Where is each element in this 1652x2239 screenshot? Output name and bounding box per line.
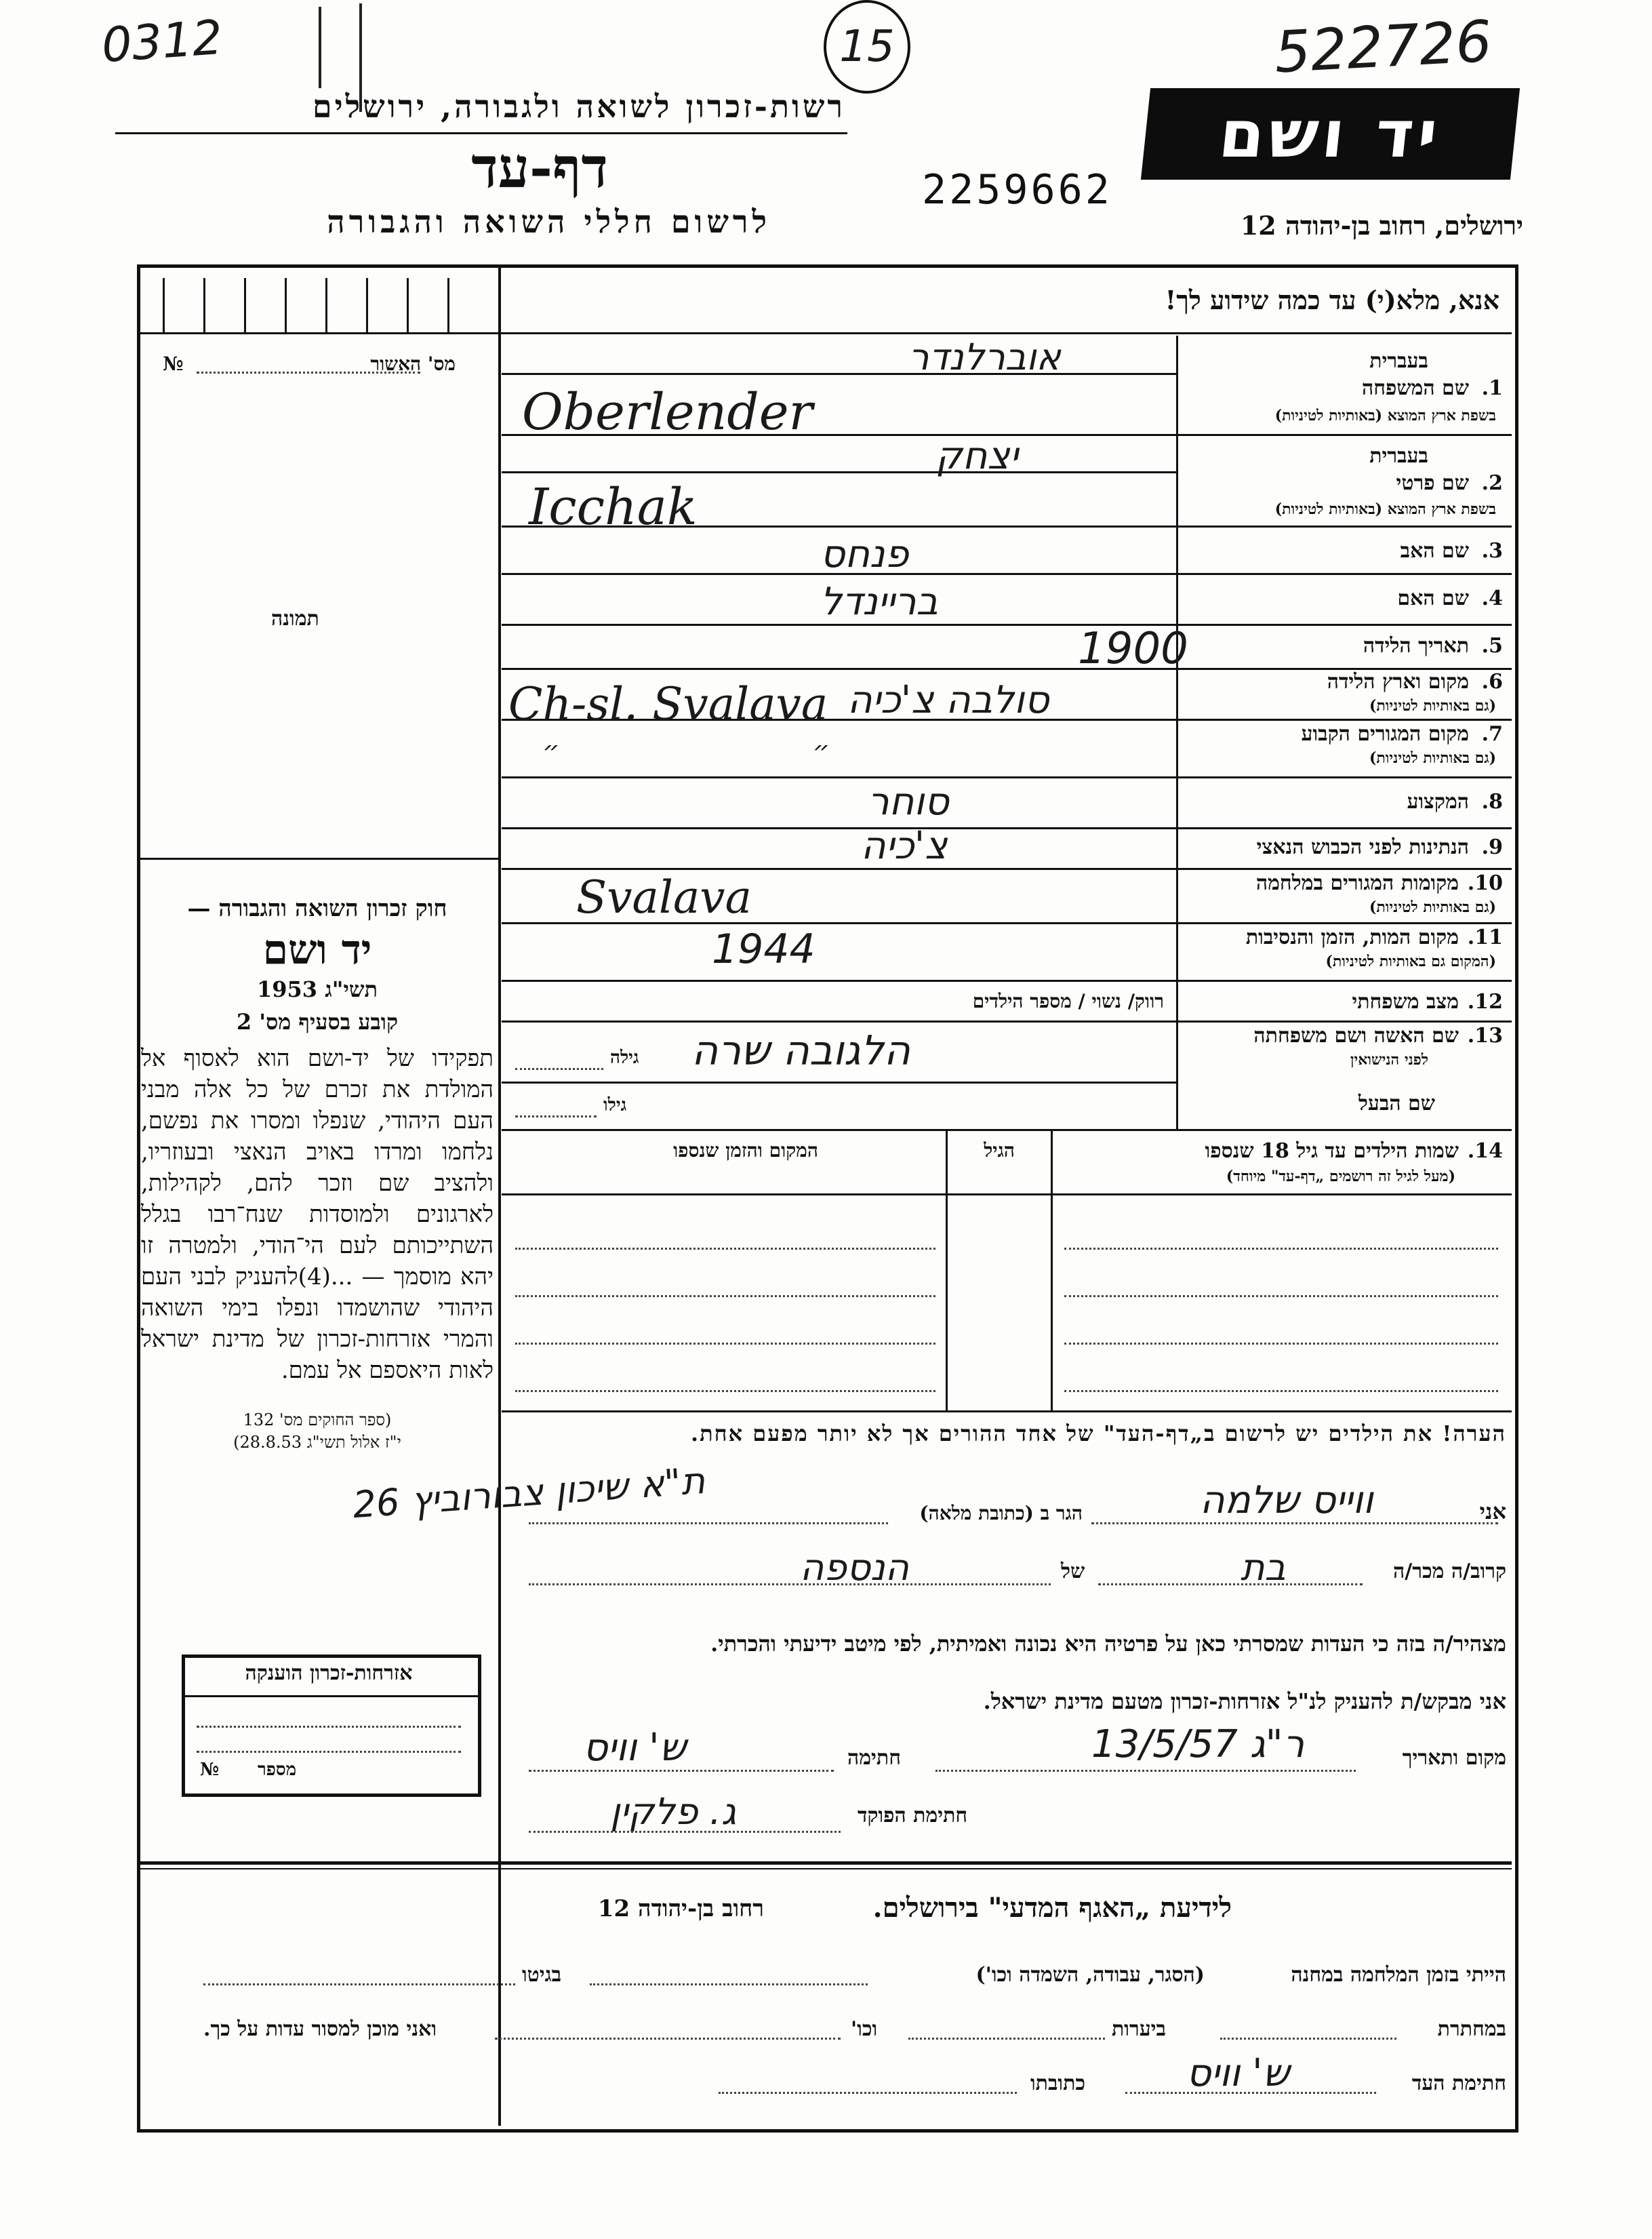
- officer-label: חתימת הפוקד: [858, 1804, 968, 1827]
- f11-label: מקום המות, הזמן והנסיבות: [1245, 926, 1459, 949]
- label-column-divider: [1176, 336, 1178, 1129]
- law-ref-2: י"ז אלול תשי"ג 28.8.53): [233, 1433, 401, 1452]
- children-row-1: [515, 1248, 935, 1250]
- f6-value-latin: Ch-sl. Svalava: [508, 678, 828, 730]
- f2-label: שם פרטי: [1396, 471, 1469, 495]
- place-date-line: [935, 1770, 1356, 1772]
- f8-label: המקצוע: [1407, 790, 1469, 814]
- row-line-1a: [502, 373, 1176, 375]
- address-label: כתובתו: [1030, 2072, 1086, 2095]
- f14-col-age: הגיל: [984, 1139, 1015, 1162]
- law-clause: קובע בסעיף מס' 2: [236, 1009, 399, 1035]
- f13-value: הלגובה שרה: [691, 1027, 910, 1075]
- yad-vashem-logo: [1141, 88, 1520, 180]
- witness-relation: בת: [1241, 1546, 1286, 1589]
- children-bottom-line: [502, 1410, 1512, 1412]
- f11-num: 11.: [1467, 926, 1503, 949]
- children-row-4: [515, 1390, 935, 1392]
- children-header-line: [502, 1193, 1512, 1195]
- f3-label: שם האב: [1400, 539, 1469, 563]
- f7-sub: (גם באותיות לטיניות): [1369, 749, 1496, 767]
- bottom-section-top: [139, 1861, 1512, 1865]
- f10-value: Svalava: [576, 871, 752, 924]
- law-ref-1: (ספר החוקים מס' 132: [243, 1410, 392, 1429]
- f1-value-hebrew: אוברלנדר: [908, 336, 1061, 378]
- photo-area-bottom: [139, 858, 498, 860]
- left-column-divider: [498, 268, 501, 2126]
- witness-sig-line: [1125, 2092, 1376, 2094]
- f13-age-label: גילה: [610, 1048, 639, 1068]
- witness-name: ווייס שלמה: [1200, 1478, 1373, 1522]
- bottom-title: לידיעת „האגף המדעי" בירושלים.: [872, 1892, 1232, 1924]
- camp-options: (הסגר, עבודה, השמדה וכו'): [975, 1963, 1205, 1987]
- ghetto-line: [203, 1983, 515, 1985]
- witness-sig: ש' וויס: [1186, 2051, 1290, 2095]
- children-row-2: [515, 1295, 935, 1297]
- f9-value: צ'כיה: [861, 824, 948, 868]
- signature: ש' וויס: [583, 1726, 687, 1770]
- witness-declaration: מצהיר/ה בזה כי העדות שמסרתי כאן על פרטיה היא נכונה ואמיתית, לפי מיטב ידיעתי והכרתי.: [710, 1631, 1506, 1657]
- husband-age-label: גילו: [603, 1095, 627, 1115]
- top-left-stroke: [319, 7, 321, 88]
- approval-label: מס' האשור: [370, 353, 456, 375]
- f1-num: 1.: [1481, 376, 1503, 400]
- children-col-divider-2: [946, 1129, 948, 1410]
- row-line-11: [502, 980, 1512, 982]
- f7-label: מקום המגורים הקבוע: [1301, 722, 1469, 746]
- f11-value: 1944: [712, 926, 815, 973]
- citizenship-title-line: [185, 1695, 478, 1697]
- f8-num: 8.: [1481, 790, 1503, 814]
- citizenship-line-2: [197, 1751, 461, 1753]
- f14-sub: (מעל לגיל זה רושמים „דף-עד" מיוחד): [1226, 1168, 1455, 1185]
- f3-num: 3.: [1481, 539, 1503, 563]
- row-line-4: [502, 624, 1512, 626]
- children-row-3: [515, 1343, 935, 1345]
- ready-line: [495, 2038, 841, 2040]
- husband-label: שם הבעל: [1358, 1092, 1435, 1115]
- f7-num: 7.: [1481, 722, 1503, 746]
- signature-label: חתימה: [847, 1746, 901, 1770]
- f8-value: סוחר: [868, 780, 949, 824]
- ready-label: ואני מוכן למסור עדות על כך.: [203, 2017, 437, 2041]
- authority-line: רשות-זכרון לשואה ולגבורה, ירושלים: [312, 88, 845, 125]
- witness-relation-line: [1098, 1583, 1363, 1585]
- top-left-handwritten: 0312: [100, 9, 224, 74]
- etc-label: וכו': [851, 2017, 878, 2041]
- witness-lives-label: הגר ב (כתובת מלאה): [919, 1502, 1083, 1524]
- citizenship-line-1: [197, 1726, 461, 1728]
- witness-sig-label: חתימת העד: [1411, 2072, 1506, 2095]
- witness-address-line: [529, 1522, 888, 1524]
- row-line-9: [502, 868, 1512, 870]
- authority-underline: [115, 132, 847, 134]
- underground-line: [1220, 2038, 1396, 2040]
- f14-label: שמות הילדים עד גיל 18 שנספו: [1205, 1139, 1459, 1163]
- officer-signature: ג. פלקין: [610, 1790, 737, 1833]
- f7-value: ״ ״: [542, 736, 952, 767]
- address-line: [719, 2092, 1017, 2094]
- f2-sub: בשפת ארץ המוצא (באותיות לטיניות): [1274, 500, 1496, 518]
- ghetto-label: בגיטו: [522, 1963, 562, 1987]
- children-row-1b: [1064, 1248, 1498, 1250]
- f13-num: 13.: [1467, 1024, 1503, 1048]
- witness-request: אני מבקש/ת להעניק לנ"ל אזרחות-זכרון מטעם מדינת ישראל.: [983, 1688, 1506, 1714]
- row-line-3: [502, 573, 1512, 575]
- children-row-4b: [1064, 1390, 1498, 1392]
- law-title: חוק זכרון השואה והגבורה —: [187, 895, 447, 922]
- f5-num: 5.: [1481, 634, 1503, 658]
- f12-options: רווק/ נשוי / מספר הילדים: [972, 990, 1164, 1012]
- f1-value-latin: Oberlender: [522, 383, 813, 441]
- citizenship-box-title: אזרחות-זכרון הוענקה: [245, 1661, 413, 1685]
- f14-num: 14.: [1467, 1139, 1503, 1163]
- officer-line: [529, 1831, 841, 1833]
- bottom-section-top-2: [139, 1868, 1512, 1869]
- witness-of-label: של: [1061, 1560, 1085, 1583]
- f6-sub: (גם באותיות לטיניות): [1369, 697, 1496, 715]
- row-line-8: [502, 827, 1512, 829]
- witness-of-value: הנספה: [800, 1546, 909, 1589]
- f11-sub: (המקום גם באותיות לטיניות): [1325, 953, 1496, 970]
- place-date-label: מקום ותאריך: [1402, 1746, 1506, 1770]
- f4-num: 4.: [1481, 587, 1503, 610]
- f5-value: 1900: [1078, 624, 1188, 674]
- f6-num: 6.: [1481, 670, 1503, 694]
- signature-line: [529, 1770, 834, 1772]
- circled-number: [824, 0, 910, 94]
- row-line-13: [502, 1082, 1176, 1084]
- law-yadvashem: יד ושם: [262, 926, 372, 974]
- f4-value: בריינדל: [820, 580, 938, 624]
- row-line-2a: [502, 471, 1176, 473]
- place-date-value: ר"ג 13/5/57: [1091, 1722, 1305, 1766]
- form-subtitle: לרשום חללי השואה והגבורה: [327, 203, 771, 240]
- f9-num: 9.: [1481, 835, 1503, 859]
- camp-line-label: הייתי בזמן המלחמה במחנה: [1291, 1963, 1506, 1987]
- law-text: תפקידו של יד-ושם הוא לאסוף אל המולדת את זכרם של כל אלה מבני העם היהודי, שנפלו ומסרו את נפשם, נלחמו ומרדו באויב הנאצי ובעוזריו, ולהציב שם וזכר להם, לקהילות, לארגונים ולמוסדות שנח־רבו בגלל השתייכותם לעם הי־הודי, ולמטרה זו יהא מוסמך — ...(4)להעניק לבני העם היהודי שהושמדו ונפלו בימי השואה והמרי אזרחות-זכרון של מדינת ישראל לאות היאספם אל עמם.: [141, 1045, 493, 1384]
- witness-address: ת"א שיכון צבורוביץ 26: [351, 1459, 707, 1527]
- f10-sub: (גם באותיות לטיניות): [1369, 898, 1496, 916]
- children-row-2b: [1064, 1295, 1498, 1297]
- top-right-number: 522726: [1272, 7, 1494, 86]
- citizenship-no-label: מספר: [258, 1760, 297, 1780]
- f1-hebrew-tag: בעברית: [1369, 349, 1428, 373]
- f1-label: שם המשפחה: [1361, 376, 1469, 400]
- photo-label: תמונה: [271, 607, 319, 631]
- bottom-title-address: רחוב בן-יהודה 12: [597, 1895, 764, 1922]
- f4-label: שם האם: [1397, 587, 1469, 610]
- f2-value-latin: Icchak: [529, 478, 698, 536]
- note-text: הערה! את הילדים יש לרשום ב„דף-העד" של אחד ההורים אך לא יותר מפעם אחת.: [690, 1421, 1506, 1446]
- f13-label: שם האשה ושם משפחתה: [1253, 1024, 1459, 1048]
- f2-value-hebrew: יצחק: [935, 434, 1019, 478]
- law-year: תשי"ג 1953: [257, 976, 378, 1002]
- form-title: דף-עד: [471, 136, 608, 201]
- circled-number-text: 15: [839, 22, 895, 72]
- f3-value: פנחס: [820, 532, 909, 576]
- instruction-text: אנא, מלא(י) עד כמה שידוע לך!: [1165, 285, 1499, 315]
- row-line-14: [502, 1129, 1512, 1131]
- logo-text: יד ושם: [1215, 96, 1445, 172]
- header-address: ירושלים, רחוב בן-יהודה 12: [1240, 210, 1523, 241]
- f2-hebrew-tag: בעברית: [1369, 444, 1428, 468]
- row-line-12: [502, 1021, 1512, 1023]
- f1-sub: בשפת ארץ המוצא (באותיות לטיניות): [1274, 407, 1496, 424]
- citizenship-no-sign: №: [200, 1760, 220, 1780]
- children-col-divider-1: [1051, 1129, 1053, 1410]
- children-row-3b: [1064, 1343, 1498, 1345]
- f9-label: הנתינות לפני הכבוש הנאצי: [1256, 835, 1469, 859]
- f13-sub: לפני הנישואין: [1350, 1051, 1428, 1069]
- tick-strip: [156, 278, 481, 332]
- witness-relative-label: קרוב/ה מכר/ה: [1393, 1560, 1506, 1583]
- approval-no-sign: №: [163, 353, 184, 375]
- f6-value-hebrew: סולבה צ'כיה: [847, 678, 1049, 722]
- witness-of-line: [529, 1583, 1051, 1585]
- f13-age-line: [515, 1068, 603, 1070]
- row-line-7: [502, 776, 1512, 778]
- forests-label: ביערות: [1112, 2017, 1167, 2041]
- witness-name-line: [1091, 1522, 1498, 1524]
- f14-col-place: המקום והזמן שנספו: [673, 1139, 818, 1162]
- witness-i-label: אני: [1479, 1499, 1506, 1524]
- husband-age-line: [515, 1115, 597, 1117]
- approval-dotted-line: [197, 372, 420, 374]
- f12-num: 12.: [1467, 990, 1503, 1014]
- f10-label: מקומות המגורים במלחמה: [1255, 871, 1459, 895]
- form-serial: 2259662: [922, 166, 1112, 214]
- f5-label: תאריך הלידה: [1363, 634, 1469, 658]
- forests-line: [908, 2038, 1105, 2040]
- instruction-strip-bottom: [139, 332, 1512, 334]
- underground-label: במחתרת: [1437, 2017, 1506, 2041]
- f12-label: מצב משפחתי: [1352, 990, 1459, 1014]
- law-block: [141, 895, 493, 1452]
- f2-num: 2.: [1481, 471, 1503, 495]
- f10-num: 10.: [1467, 871, 1503, 895]
- f6-label: מקום וארץ הלידה: [1327, 670, 1469, 694]
- camp-line: [590, 1983, 868, 1985]
